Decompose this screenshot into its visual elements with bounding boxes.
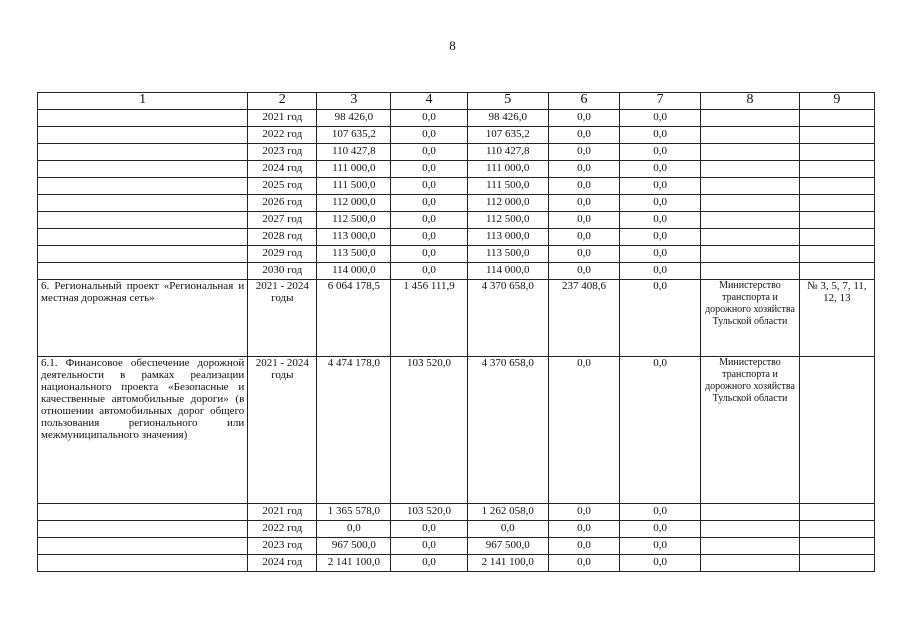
table-cell xyxy=(38,555,248,572)
value-cell: 0,0 xyxy=(391,521,467,538)
value-cell: 0,0 xyxy=(619,246,700,263)
table-cell xyxy=(701,555,800,572)
table-cell xyxy=(799,195,874,212)
table-cell xyxy=(701,144,800,161)
year-cell: 2028 год xyxy=(248,229,317,246)
year-cell: 2025 год xyxy=(248,178,317,195)
value-cell: 0,0 xyxy=(548,538,619,555)
value-cell: 0,0 xyxy=(619,144,700,161)
table-cell xyxy=(701,178,800,195)
value-cell: 4 474 178,0 xyxy=(317,357,391,504)
value-cell: 0,0 xyxy=(619,127,700,144)
table-cell xyxy=(38,229,248,246)
table-cell xyxy=(701,504,800,521)
table-row xyxy=(38,161,875,178)
value-cell: 111 500,0 xyxy=(317,178,391,195)
value-cell: 0,0 xyxy=(548,127,619,144)
table-cell xyxy=(701,212,800,229)
value-cell: 967 500,0 xyxy=(467,538,548,555)
table-cell xyxy=(701,246,800,263)
table-cell xyxy=(38,195,248,212)
table-cell xyxy=(701,110,800,127)
value-cell: 0,0 xyxy=(619,357,700,504)
table-cell xyxy=(799,555,874,572)
value-cell: 112 000,0 xyxy=(317,195,391,212)
year-cell: 2024 год xyxy=(248,555,317,572)
table-row xyxy=(38,127,875,144)
value-cell: 4 370 658,0 xyxy=(467,280,548,357)
col-header: 3 xyxy=(317,93,391,110)
table-cell xyxy=(38,504,248,521)
value-cell: 0,0 xyxy=(619,521,700,538)
year-cell: 2021 год xyxy=(248,110,317,127)
value-cell: 0,0 xyxy=(548,263,619,280)
value-cell: 0,0 xyxy=(619,538,700,555)
value-cell: 0,0 xyxy=(548,555,619,572)
value-cell: 113 000,0 xyxy=(317,229,391,246)
value-cell: 107 635,2 xyxy=(317,127,391,144)
executor-cell: Министерство транспорта и дорожного хозяйства Тульской области xyxy=(701,280,800,357)
value-cell: 0,0 xyxy=(391,110,467,127)
table-cell xyxy=(799,229,874,246)
value-cell: 0,0 xyxy=(391,229,467,246)
value-cell: 0,0 xyxy=(619,555,700,572)
project-title: 6. Региональный проект «Региональная и местная дорожная сеть» xyxy=(38,280,248,357)
value-cell: 0,0 xyxy=(548,178,619,195)
table-cell xyxy=(701,127,800,144)
executor-cell: Министерство транспорта и дорожного хозяйства Тульской области xyxy=(701,357,800,504)
table-row xyxy=(38,521,875,538)
table-row xyxy=(38,246,875,263)
value-cell: 112 500,0 xyxy=(317,212,391,229)
value-cell: 0,0 xyxy=(391,538,467,555)
table-row xyxy=(38,263,875,280)
year-cell: 2027 год xyxy=(248,212,317,229)
table-row xyxy=(38,110,875,127)
col-header: 1 xyxy=(38,93,248,110)
year-cell: 2023 год xyxy=(248,538,317,555)
col-header: 5 xyxy=(467,93,548,110)
table-cell xyxy=(799,521,874,538)
value-cell: 967 500,0 xyxy=(317,538,391,555)
col-header: 2 xyxy=(248,93,317,110)
value-cell: 98 426,0 xyxy=(467,110,548,127)
value-cell: 0,0 xyxy=(391,263,467,280)
table-cell xyxy=(701,521,800,538)
value-cell: 110 427,8 xyxy=(317,144,391,161)
value-cell: 114 000,0 xyxy=(467,263,548,280)
value-cell: 0,0 xyxy=(548,504,619,521)
value-cell: 110 427,8 xyxy=(467,144,548,161)
table-cell xyxy=(799,161,874,178)
value-cell: 0,0 xyxy=(619,110,700,127)
table-cell xyxy=(38,521,248,538)
table-cell xyxy=(701,263,800,280)
value-cell: 114 000,0 xyxy=(317,263,391,280)
table-cell xyxy=(799,127,874,144)
value-cell: 0,0 xyxy=(548,195,619,212)
value-cell: 0,0 xyxy=(548,110,619,127)
table-row xyxy=(38,229,875,246)
table-cell xyxy=(38,212,248,229)
value-cell: 2 141 100,0 xyxy=(317,555,391,572)
year-cell: 2022 год xyxy=(248,521,317,538)
table-cell xyxy=(701,161,800,178)
value-cell: 0,0 xyxy=(619,161,700,178)
value-cell: 0,0 xyxy=(391,178,467,195)
value-cell: 0,0 xyxy=(391,555,467,572)
value-cell: 0,0 xyxy=(391,246,467,263)
value-cell: 0,0 xyxy=(391,161,467,178)
table-cell xyxy=(799,538,874,555)
page-number: 8 xyxy=(449,38,456,53)
value-cell: 111 500,0 xyxy=(467,178,548,195)
value-cell: 0,0 xyxy=(619,212,700,229)
value-cell: 237 408,6 xyxy=(548,280,619,357)
value-cell: 111 000,0 xyxy=(467,161,548,178)
table-cell xyxy=(799,178,874,195)
value-cell: 2 141 100,0 xyxy=(467,555,548,572)
value-cell: 4 370 658,0 xyxy=(467,357,548,504)
value-cell: 0,0 xyxy=(467,521,548,538)
year-cell: 2021 год xyxy=(248,504,317,521)
year-cell: 2026 год xyxy=(248,195,317,212)
table-row xyxy=(38,178,875,195)
value-cell: 0,0 xyxy=(548,357,619,504)
value-cell: 0,0 xyxy=(391,195,467,212)
value-cell: 1 262 058,0 xyxy=(467,504,548,521)
value-cell: 111 000,0 xyxy=(317,161,391,178)
period-cell: 2021 - 2024 годы xyxy=(248,280,317,357)
table-cell xyxy=(701,538,800,555)
year-cell: 2029 год xyxy=(248,246,317,263)
table-cell xyxy=(701,229,800,246)
project-row xyxy=(38,280,875,357)
year-cell: 2022 год xyxy=(248,127,317,144)
value-cell: 0,0 xyxy=(619,504,700,521)
value-cell: 103 520,0 xyxy=(391,504,467,521)
year-cell: 2023 год xyxy=(248,144,317,161)
table-row xyxy=(38,555,875,572)
value-cell: 0,0 xyxy=(619,229,700,246)
value-cell: 1 456 111,9 xyxy=(391,280,467,357)
value-cell: 0,0 xyxy=(619,280,700,357)
col-header: 8 xyxy=(701,93,800,110)
value-cell: 107 635,2 xyxy=(467,127,548,144)
table-cell xyxy=(38,144,248,161)
table-cell xyxy=(799,144,874,161)
table-cell xyxy=(38,178,248,195)
col-header: 6 xyxy=(548,93,619,110)
table-cell xyxy=(799,263,874,280)
indicators-cell: № 3, 5, 7, 11, 12, 13 xyxy=(799,280,874,357)
col-header: 7 xyxy=(619,93,700,110)
value-cell: 0,0 xyxy=(317,521,391,538)
table-cell xyxy=(799,110,874,127)
col-header: 4 xyxy=(391,93,467,110)
table-row xyxy=(38,538,875,555)
value-cell: 0,0 xyxy=(548,229,619,246)
table-cell xyxy=(799,246,874,263)
value-cell: 0,0 xyxy=(548,246,619,263)
table-row xyxy=(38,144,875,161)
project-title: 6.1. Финансовое обеспечение дорожной деятельности в рамках реализации национального проекта «Безопасные и качественные автомобильные дороги» (в отношении автомобильных дорог общего пользования регионального или межмуниципального значения) xyxy=(38,357,248,504)
value-cell: 0,0 xyxy=(548,212,619,229)
table-row xyxy=(38,212,875,229)
value-cell: 112 500,0 xyxy=(467,212,548,229)
value-cell: 0,0 xyxy=(619,263,700,280)
table-cell xyxy=(799,504,874,521)
table-cell xyxy=(799,212,874,229)
year-cell: 2030 год xyxy=(248,263,317,280)
table-row xyxy=(38,504,875,521)
value-cell: 113 000,0 xyxy=(467,229,548,246)
table-cell xyxy=(38,161,248,178)
budget-table xyxy=(37,92,875,572)
value-cell: 0,0 xyxy=(548,161,619,178)
value-cell: 1 365 578,0 xyxy=(317,504,391,521)
value-cell: 0,0 xyxy=(548,521,619,538)
period-cell: 2021 - 2024 годы xyxy=(248,357,317,504)
value-cell: 0,0 xyxy=(391,144,467,161)
value-cell: 113 500,0 xyxy=(467,246,548,263)
value-cell: 0,0 xyxy=(619,178,700,195)
col-header: 9 xyxy=(799,93,874,110)
table-cell xyxy=(38,110,248,127)
table-row xyxy=(38,195,875,212)
project-row xyxy=(38,357,875,504)
value-cell: 112 000,0 xyxy=(467,195,548,212)
table-cell xyxy=(701,195,800,212)
header-row xyxy=(38,93,875,110)
table-cell xyxy=(38,538,248,555)
table-cell xyxy=(38,127,248,144)
table-cell xyxy=(38,246,248,263)
indicators-cell xyxy=(799,357,874,504)
value-cell: 0,0 xyxy=(391,212,467,229)
value-cell: 113 500,0 xyxy=(317,246,391,263)
table-cell xyxy=(38,263,248,280)
value-cell: 0,0 xyxy=(391,127,467,144)
year-cell: 2024 год xyxy=(248,161,317,178)
value-cell: 98 426,0 xyxy=(317,110,391,127)
value-cell: 103 520,0 xyxy=(391,357,467,504)
value-cell: 6 064 178,5 xyxy=(317,280,391,357)
value-cell: 0,0 xyxy=(619,195,700,212)
value-cell: 0,0 xyxy=(548,144,619,161)
